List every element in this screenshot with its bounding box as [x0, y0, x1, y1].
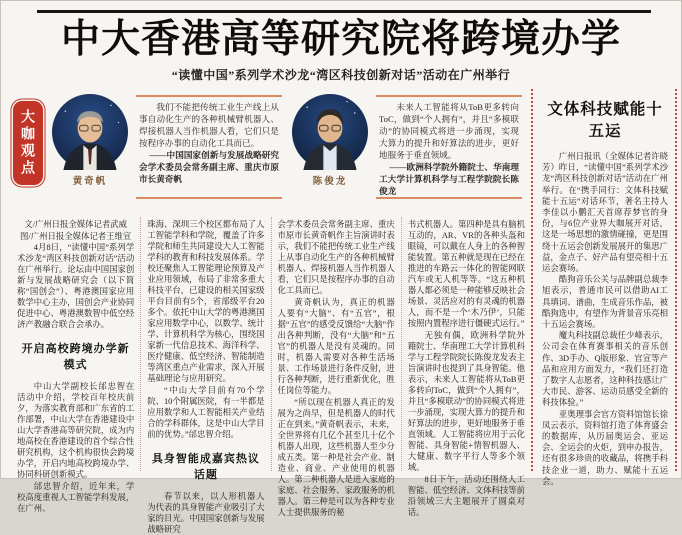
article-paragraph: 中山大学副校长邰忠智在活动中介绍，学校百年校庆前夕，为落实教育部和广东省的工作部署，中山大学在香港建设中山大学香港高等研究院，成为内地高校在香港建设的首个综合性研究机构，这个机构很快会跨境办学，开启内地高校跨境办学、协同科研创新模式。 — [17, 382, 135, 479]
portrait-photo-icon — [292, 94, 368, 170]
article-paragraph: 春节以来，以人形机器人为代表的具身智能产业吸引了大家的目光。中国国家创新与发展战略研究 — [147, 492, 265, 534]
portrait-figure — [47, 94, 133, 187]
article-paragraph: 无独有偶，欧洲科学院外籍院士、华南理工大学计算机科学与工程学院院长陈俊龙发表主旨演讲时也提到了具身智能。他表示，未来人工智能将从ToB更多转向ToC，做到“个人拥有”，并且“多模联动”的协同模式将进一步涌现，实现大算力的提升和好算法的进步，更好地服务于垂直领域。人工智能将应用于云化智能、具身智能+情智机器人、大健康、数字平行人等多个领域。 — [407, 331, 525, 472]
byline: 图/广州日报全媒体记者王维宣 — [20, 231, 132, 241]
article-columns — [11, 217, 531, 534]
section-heading: 开启高校跨境办学新模式 — [21, 343, 130, 371]
sidebar-paragraph: 魔丸科技副总裁任少峰表示，公司会在体育赛事相关的音乐创作、3D手办、Q版形象、官宣等产品和应用方面发力，“我们还打造了数字人志愿者，这种科技感让广大市民、游客、运动员感受全新的科技体验。” — [542, 331, 668, 408]
sidebar-paragraph: 亚奥理事会官方资料馆馆长徐凤云表示，资料馆打造了体育盛会的数据库，从历届奥运会、亚运会、全运会的火炬，到申办报告，还有很多珍贵的收藏品，将携手科技企业一道，助力、赋能十五运会。 — [542, 409, 668, 486]
main-article — [11, 89, 531, 534]
sidebar-article — [531, 89, 677, 486]
article-subtitle: “读懂中国”系列学术沙龙“湾区科技创新对话”活动在广州举行 — [171, 68, 511, 82]
sidebar-article-title: 文体科技赋能十五运 — [547, 101, 663, 140]
pull-quote-box — [376, 95, 522, 199]
pull-quote-box — [136, 95, 282, 199]
sidebar-article-body — [542, 151, 668, 487]
sidebar-paragraph: 广州日报讯（全媒体记者许晓芳）昨日，“读懂中国”系列学术沙龙“湾区科技创新对话”活动在广州举行。在“携手同行：文体科技赋能十五运”对话环节，著名主持人李佳以小鹏汇天首席荐梦官的身份，与6位产业界大咖展开对话，这是一场思想的激情碰撞，更是围绕十五运会创新发展展开的集思广益，金点子、好产品有望亮相十五运会赛场。 — [542, 152, 668, 274]
masthead-rule — [37, 10, 651, 13]
page-content — [1, 89, 681, 534]
article-paragraph: “中山大学目前有70个学院、10个附属医院，有一半都是应用数学和人工智能相关产业结合的学科群体，这是中山大学目前的优势。”邰忠智介绍。 — [147, 386, 265, 439]
column-tag-badge: 大咖观点 — [13, 101, 43, 185]
portrait-caption: 陈俊龙 — [312, 177, 348, 187]
article-headline: 中大香港高等研究院将跨境办学 — [60, 18, 621, 61]
pull-quote-attribution: ——欧洲科学院外籍院士、华南理工大学计算机科学与工程学院院长陈俊龙 — [379, 162, 519, 196]
article-column-4 — [402, 217, 531, 517]
byline: 文/广州日报全媒体记者武威 — [24, 220, 128, 229]
sidebar-paragraph: 酷狗音乐公关与品牌副总裁李旭表示，普通市民可以借助AI工具填词、谱曲，生成音乐作品，被酷狗选中，有望作为背景音乐亮相十五运会赛场。 — [542, 275, 668, 330]
article-column-3 — [272, 217, 402, 517]
article-paragraph: 8日下午，活动还围绕人工智能、低空经济、文体科技等前沿领域三大主题展开了圆桌对话。 — [407, 475, 525, 517]
pull-quote-attribution: ——中国国家创新与发展战略研究会学术委员会常务副主席、重庆市原市长黄奇帆 — [139, 150, 279, 184]
expert-opinion-strip — [11, 89, 531, 213]
pull-quote-text: 未来人工智能将从ToB更多转向ToC，做到“个人拥有”，并且“多模联动”的协同模式将进一步涌现，实现大算力的提升和好算法的进步，更好地服务于垂直领域。 — [379, 102, 519, 160]
article-paragraph: 会学术委员会常务副主席、重庆市原市长黄奇帆作主旨演讲时表示，我们不能把传统工业生产线上从事自动化生产的各种机械臂机器人、焊接机器人当作机器人看，它们只是按程序办事的自动化工具而已。 — [277, 220, 395, 295]
portrait-figure — [287, 94, 373, 187]
portrait-caption: 黄奇帆 — [72, 177, 108, 187]
article-paragraph: “所以现在机器人真正的发展为之尚早，但是机器人的时代正在到来。”黄奇帆表示，未来，全世界将有几亿个甚至几十亿个机器人出现，这些机器人至少分成五类。第一种是社会产业、制造业、商业、产业使用的机器人。第二种机器人是进入家庭的家庭、社会服务、家政服务的机器人。第三种是可以为各种专业人士提供服务的秘 — [277, 398, 395, 517]
article-paragraph: 4月8日，“读懂中国”系列学术沙龙“湾区科技创新对话”活动在广州举行。论坛由中国国家创新与发展战略研究会（以下简称“国创会”）、粤港澳国家应用数学中心主办，国创会产业协同促进中心、粤港澳数智中低空经济产教融合联合会承办。 — [17, 243, 135, 329]
pull-quote-text: 我们不能把传统工业生产线上从事自动化生产的各种机械臂机器人、焊接机器人当作机器人看，它们只是按程序办事的自动化工具而已。 — [139, 102, 279, 148]
article-paragraph: 珠海、深圳三个校区都布局了人工智能学科和学院，覆盖了许多学院和师生共同建设大人工智能学科的教育和科技发展体系。学校还聚焦人工智能理论预算及产业应用领域，布局了非常多重大科技平台，已建设的相关国家级平台目前有5个，省部级平台20多个。依托中山大学的粤港澳国家应用数学中心，以数学、统计学、计算机科学为核心，围绕国家新一代信息技术、海洋科学、医疗健康、低空经济、智能制造等湾区重点产业需求，深入开展基础理论与应用研究。 — [147, 220, 265, 383]
section-heading: 具身智能成嘉宾热议话题 — [151, 453, 260, 481]
portrait-photo-icon — [52, 94, 128, 170]
article-column-1 — [11, 217, 141, 513]
article-paragraph: 黄奇帆认为，真正的机器人要有“大脑”、有“五官”，根据“五官”的感受反馈给“大脑”作出各种判断，没有“大脑”和“五官”的机器人是没有灵魂的。同时，机器人需要对各种生活场景、工作场景进行条件反射，进行各种判断，进行重新优化，胜任岗位等能力。 — [277, 298, 395, 395]
article-column-2 — [141, 217, 271, 534]
article-paragraph: 邰忠智介绍，近年来，学校高度重视人工智能学科发展，在广州、 — [17, 482, 135, 513]
article-paragraph: 书式机器人。第四种是具有脑机互动的，AR、VR的各种头盔和眼镜，可以戴在人身上的各种智能装置。第五种就是现在已经在推进的车路云一体化的智能网联汽车或无人机等等。“这五种机器人都必须是一种能够反映社会场景、灵活应对的有灵魂的机器人，而不是一个‘木乃伊’，只能按照内置程序进行僵硬式运行。” — [407, 220, 525, 328]
